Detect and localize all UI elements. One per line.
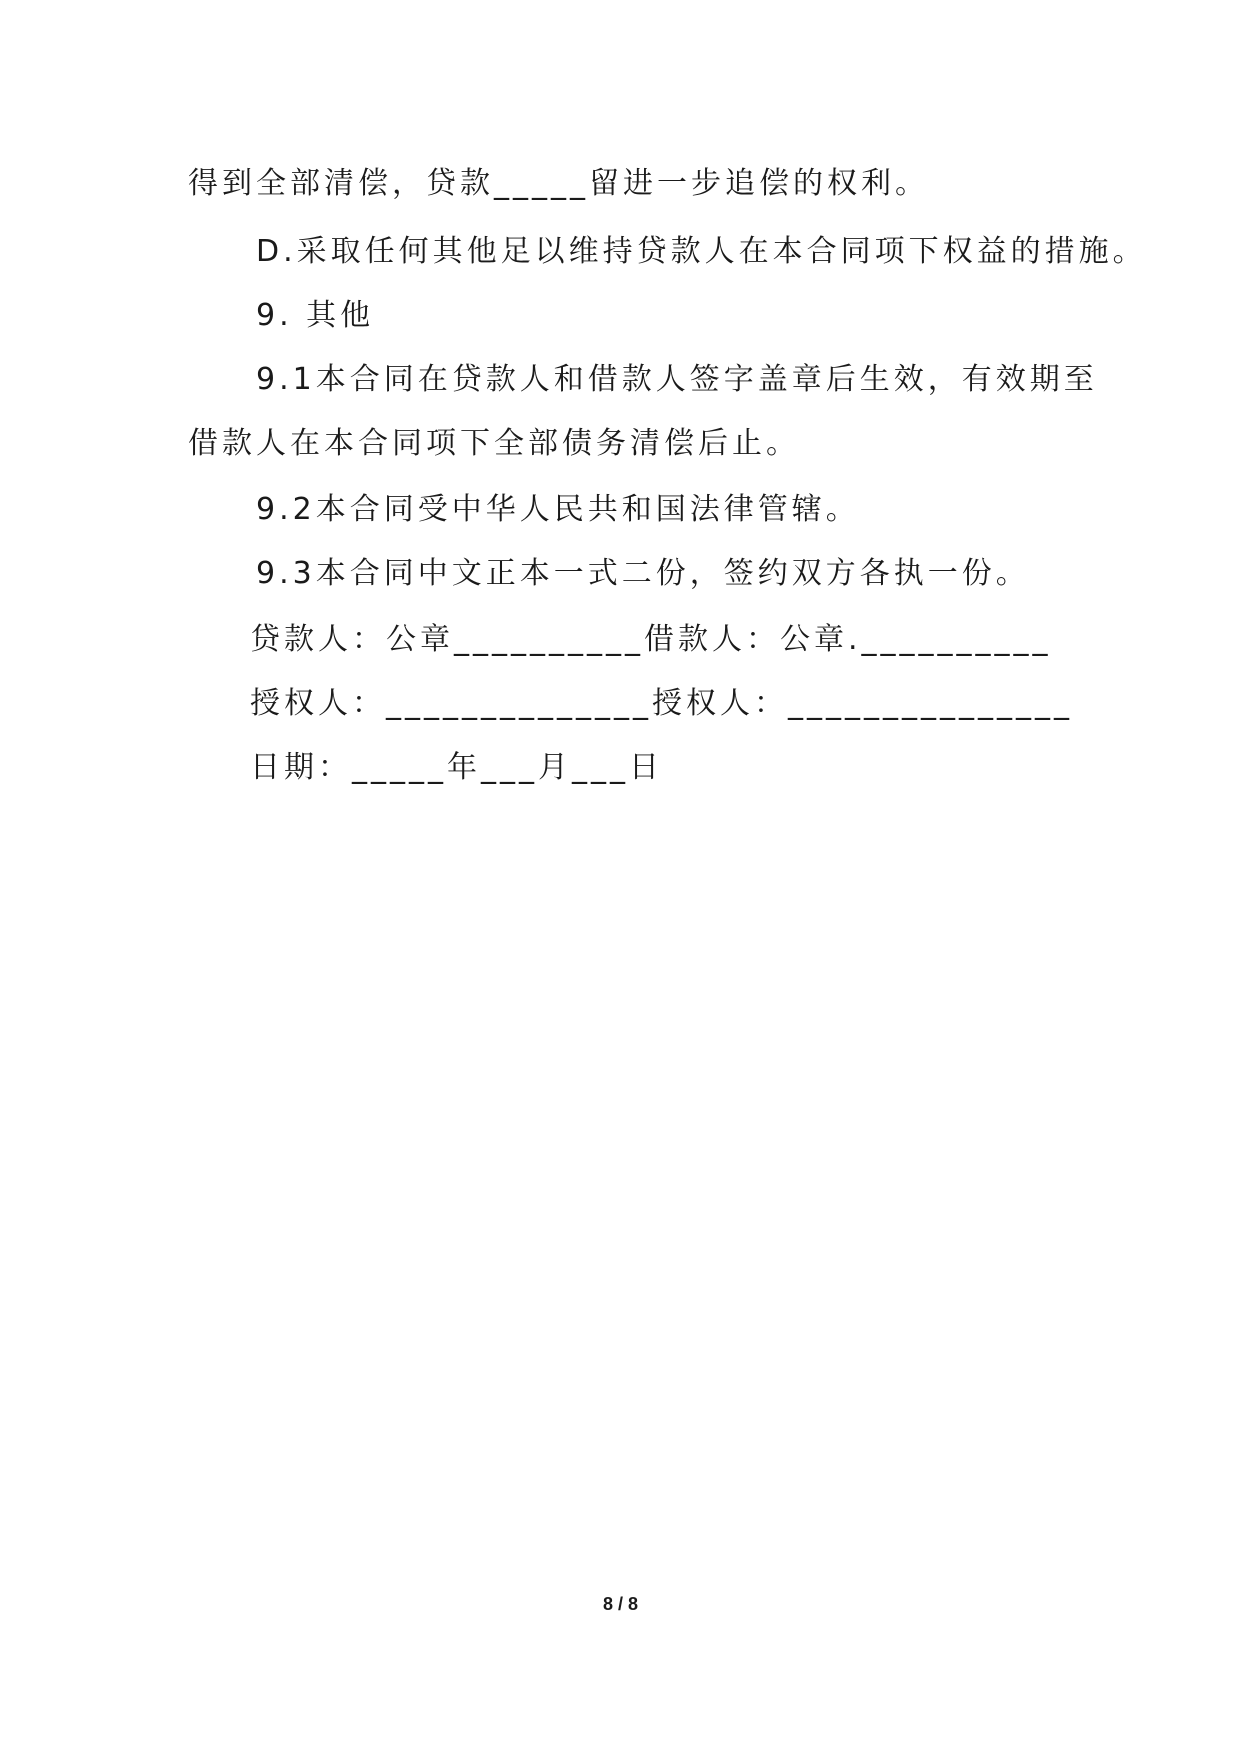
- page-number: 8 / 8: [602, 1594, 639, 1614]
- clause-9-2: 9.2本合同受中华人民共和国法律管辖。: [256, 492, 860, 527]
- signature-date-line: 日期：_____年___月___日: [250, 750, 663, 785]
- text-line-2: D.采取任何其他足以维持贷款人在本合同项下权益的措施。: [256, 234, 1147, 269]
- signature-seal-line: 贷款人：公章__________借款人：公章.__________: [250, 622, 1052, 657]
- text-line-1: 得到全部清偿，贷款_____留进一步追偿的权利。: [188, 166, 929, 201]
- clause-9-1: 9.1本合同在贷款人和借款人签字盖章后生效，有效期至: [256, 362, 1098, 397]
- signature-authorized-line: 授权人：______________授权人：_______________: [250, 686, 1073, 721]
- section-heading-9: 9. 其他: [256, 298, 375, 333]
- clause-9-1-continued: 借款人在本合同项下全部债务清偿后止。: [188, 426, 800, 461]
- clause-9-3: 9.3本合同中文正本一式二份，签约双方各执一份。: [256, 556, 1030, 591]
